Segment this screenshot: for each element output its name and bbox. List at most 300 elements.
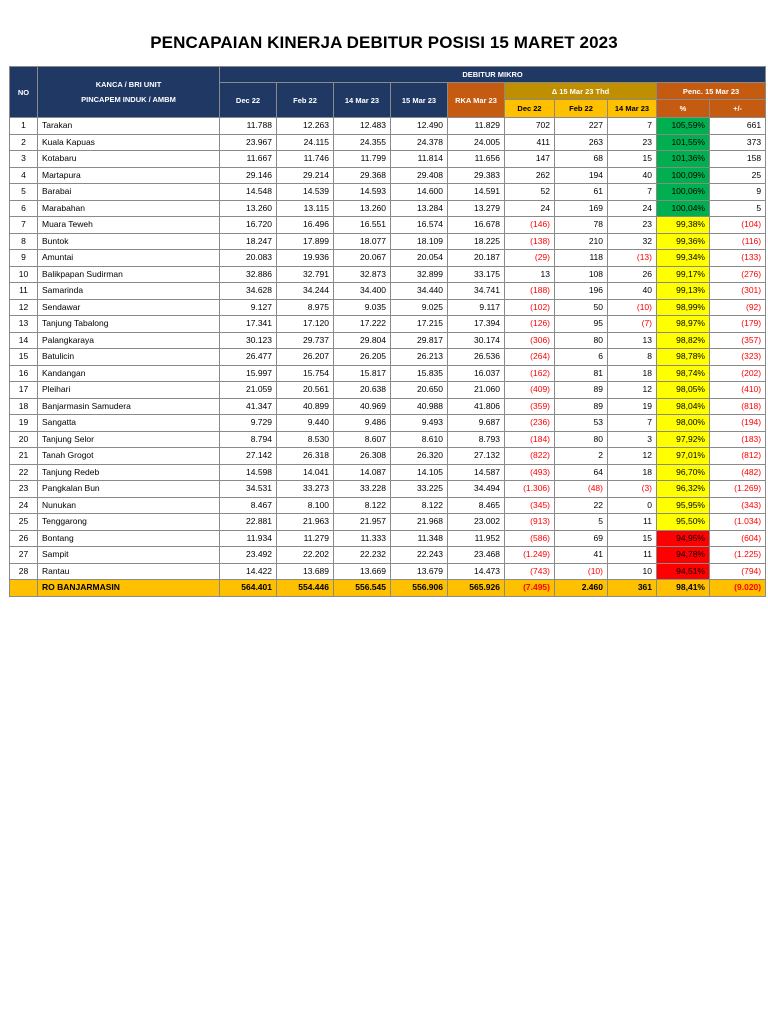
cell-delta-feb22: 69 (555, 530, 608, 547)
cell-no: 11 (10, 283, 38, 300)
cell-delta-dec22: 262 (505, 167, 555, 184)
cell-mar15: 16.574 (391, 217, 448, 234)
cell-delta-dec22: (822) (505, 448, 555, 465)
cell-dec22: 23.492 (220, 547, 277, 564)
header-unit-line1: KANCA / BRI UNIT (95, 80, 162, 89)
cell-mar15: 22.243 (391, 547, 448, 564)
cell-delta-mar14: 10 (608, 563, 657, 580)
table-row (10, 365, 766, 382)
cell-mar15: 11.348 (391, 530, 448, 547)
cell-delta-mar14: 13 (608, 332, 657, 349)
cell-pct: 99,38% (657, 217, 710, 234)
cell-mar15: 14.105 (391, 464, 448, 481)
cell-feb22: 26.318 (277, 448, 334, 465)
cell-plusminus: 5 (710, 200, 766, 217)
cell-mar15: 14.600 (391, 184, 448, 201)
cell-delta-dec22: (102) (505, 299, 555, 316)
cell-delta-feb22: 22 (555, 497, 608, 514)
cell-delta-dec22: (743) (505, 563, 555, 580)
cell-delta-dec22: (138) (505, 233, 555, 250)
cell-mar15: 20.054 (391, 250, 448, 267)
cell-delta-dec22: 24 (505, 200, 555, 217)
cell-pct: 97,01% (657, 448, 710, 465)
cell-delta-dec22: (345) (505, 497, 555, 514)
cell-plusminus: 9 (710, 184, 766, 201)
cell-mar14: 29.804 (334, 332, 391, 349)
cell-no: 10 (10, 266, 38, 283)
table-row (10, 233, 766, 250)
cell-mar14: 20.067 (334, 250, 391, 267)
header-delta-mar14: 14 Mar 23 (608, 100, 657, 118)
header-plusminus: +/- (710, 100, 766, 118)
cell-rka: 33.175 (448, 266, 505, 283)
total-cell-dec22: 564.401 (220, 580, 277, 597)
cell-delta-feb22: 81 (555, 365, 608, 382)
cell-feb22: 11.279 (277, 530, 334, 547)
cell-plusminus: 373 (710, 134, 766, 151)
cell-rka: 9.117 (448, 299, 505, 316)
cell-delta-dec22: 147 (505, 151, 555, 168)
cell-no (10, 580, 38, 597)
total-cell-rka: 565.926 (448, 580, 505, 597)
cell-delta-feb22: 95 (555, 316, 608, 333)
table-row (10, 431, 766, 448)
cell-dec22: 11.788 (220, 118, 277, 135)
cell-delta-mar14: 19 (608, 398, 657, 415)
cell-delta-feb22: 108 (555, 266, 608, 283)
cell-rka: 18.225 (448, 233, 505, 250)
cell-rka: 41.806 (448, 398, 505, 415)
cell-dec22: 9.729 (220, 415, 277, 432)
cell-dec22: 34.531 (220, 481, 277, 498)
cell-mar15: 26.213 (391, 349, 448, 366)
cell-unit-name: Amuntai (38, 250, 220, 267)
total-cell-mar14: 556.545 (334, 580, 391, 597)
cell-rka: 20.187 (448, 250, 505, 267)
cell-rka: 8.793 (448, 431, 505, 448)
table-row (10, 134, 766, 151)
table-row (10, 398, 766, 415)
cell-mar14: 12.483 (334, 118, 391, 135)
cell-mar14: 9.486 (334, 415, 391, 432)
cell-no: 1 (10, 118, 38, 135)
cell-mar15: 21.968 (391, 514, 448, 531)
cell-pct: 99,36% (657, 233, 710, 250)
cell-dec22: 23.967 (220, 134, 277, 151)
cell-dec22: 32.886 (220, 266, 277, 283)
cell-delta-feb22: 80 (555, 431, 608, 448)
cell-feb22: 17.899 (277, 233, 334, 250)
cell-mar14: 26.205 (334, 349, 391, 366)
cell-unit-name: Sendawar (38, 299, 220, 316)
cell-dec22: 13.260 (220, 200, 277, 217)
cell-mar14: 13.669 (334, 563, 391, 580)
cell-no: 5 (10, 184, 38, 201)
cell-mar14: 21.957 (334, 514, 391, 531)
cell-delta-mar14: 32 (608, 233, 657, 250)
header-feb22: Feb 22 (277, 83, 334, 118)
table-row (10, 200, 766, 217)
cell-rka: 14.473 (448, 563, 505, 580)
cell-plusminus: 158 (710, 151, 766, 168)
cell-feb22: 13.689 (277, 563, 334, 580)
cell-delta-feb22: 196 (555, 283, 608, 300)
cell-delta-mar14: 40 (608, 167, 657, 184)
cell-mar14: 9.035 (334, 299, 391, 316)
cell-unit-name: Pangkalan Bun (38, 481, 220, 498)
header-dec22: Dec 22 (220, 83, 277, 118)
cell-delta-feb22: 2 (555, 448, 608, 465)
cell-dec22: 11.667 (220, 151, 277, 168)
cell-pct: 98,00% (657, 415, 710, 432)
cell-delta-feb22: (48) (555, 481, 608, 498)
cell-plusminus: 661 (710, 118, 766, 135)
table-row (10, 167, 766, 184)
cell-delta-mar14: (10) (608, 299, 657, 316)
table-row (10, 118, 766, 135)
cell-mar14: 8.607 (334, 431, 391, 448)
cell-feb22: 9.440 (277, 415, 334, 432)
total-cell-pct: 98,41% (657, 580, 710, 597)
cell-feb22: 19.936 (277, 250, 334, 267)
cell-pct: 98,82% (657, 332, 710, 349)
cell-delta-dec22: (1.249) (505, 547, 555, 564)
cell-mar15: 9.025 (391, 299, 448, 316)
header-unit (38, 67, 220, 118)
cell-mar15: 18.109 (391, 233, 448, 250)
cell-plusminus: (812) (710, 448, 766, 465)
cell-feb22: 40.899 (277, 398, 334, 415)
cell-pct: 94,78% (657, 547, 710, 564)
cell-no: 21 (10, 448, 38, 465)
cell-dec22: 8.794 (220, 431, 277, 448)
cell-dec22: 9.127 (220, 299, 277, 316)
cell-unit-name: Buntok (38, 233, 220, 250)
cell-rka: 26.536 (448, 349, 505, 366)
cell-mar14: 22.232 (334, 547, 391, 564)
cell-no: 6 (10, 200, 38, 217)
cell-delta-dec22: 13 (505, 266, 555, 283)
cell-dec22: 34.628 (220, 283, 277, 300)
cell-unit-name: Kandangan (38, 365, 220, 382)
table-row (10, 497, 766, 514)
cell-delta-dec22: (264) (505, 349, 555, 366)
cell-delta-dec22: (126) (505, 316, 555, 333)
header-no: NO (10, 67, 38, 118)
cell-rka: 16.678 (448, 217, 505, 234)
cell-dec22: 21.059 (220, 382, 277, 399)
cell-delta-feb22: 80 (555, 332, 608, 349)
cell-unit-name: Sampit (38, 547, 220, 564)
cell-feb22: 22.202 (277, 547, 334, 564)
cell-delta-feb22: 68 (555, 151, 608, 168)
cell-delta-mar14: 15 (608, 530, 657, 547)
cell-unit-name: Tanah Grogot (38, 448, 220, 465)
cell-delta-dec22: 52 (505, 184, 555, 201)
cell-unit-name: Marabahan (38, 200, 220, 217)
cell-mar14: 13.260 (334, 200, 391, 217)
cell-pct: 96,32% (657, 481, 710, 498)
cell-unit-name: Tanjung Redeb (38, 464, 220, 481)
cell-mar14: 16.551 (334, 217, 391, 234)
cell-no: 9 (10, 250, 38, 267)
cell-plusminus: (1.034) (710, 514, 766, 531)
cell-delta-mar14: (13) (608, 250, 657, 267)
cell-feb22: 8.100 (277, 497, 334, 514)
cell-unit-name: Tanjung Selor (38, 431, 220, 448)
cell-dec22: 15.997 (220, 365, 277, 382)
cell-unit-name: Muara Teweh (38, 217, 220, 234)
cell-plusminus: (482) (710, 464, 766, 481)
cell-mar15: 24.378 (391, 134, 448, 151)
cell-plusminus: (133) (710, 250, 766, 267)
cell-delta-dec22: (188) (505, 283, 555, 300)
cell-plusminus: (301) (710, 283, 766, 300)
total-cell-plusminus: (9.020) (710, 580, 766, 597)
cell-plusminus: 25 (710, 167, 766, 184)
cell-pct: 98,99% (657, 299, 710, 316)
cell-feb22: 15.754 (277, 365, 334, 382)
cell-rka: 14.587 (448, 464, 505, 481)
cell-delta-mar14: 11 (608, 514, 657, 531)
cell-delta-feb22: 89 (555, 382, 608, 399)
cell-no: 3 (10, 151, 38, 168)
cell-mar15: 17.215 (391, 316, 448, 333)
cell-delta-dec22: (493) (505, 464, 555, 481)
cell-feb22: 14.041 (277, 464, 334, 481)
cell-mar15: 26.320 (391, 448, 448, 465)
cell-delta-mar14: 7 (608, 415, 657, 432)
cell-dec22: 14.422 (220, 563, 277, 580)
cell-feb22: 29.737 (277, 332, 334, 349)
cell-delta-feb22: 89 (555, 398, 608, 415)
cell-pct: 95,95% (657, 497, 710, 514)
cell-rka: 11.829 (448, 118, 505, 135)
cell-no: 7 (10, 217, 38, 234)
cell-unit-name: Samarinda (38, 283, 220, 300)
cell-pct: 99,34% (657, 250, 710, 267)
cell-dec22: 17.341 (220, 316, 277, 333)
cell-delta-mar14: 40 (608, 283, 657, 300)
cell-delta-mar14: 24 (608, 200, 657, 217)
cell-no: 2 (10, 134, 38, 151)
table-row (10, 299, 766, 316)
cell-no: 23 (10, 481, 38, 498)
cell-plusminus: (357) (710, 332, 766, 349)
cell-mar14: 15.817 (334, 365, 391, 382)
cell-delta-mar14: 18 (608, 464, 657, 481)
cell-dec22: 26.477 (220, 349, 277, 366)
cell-dec22: 8.467 (220, 497, 277, 514)
cell-mar14: 33.228 (334, 481, 391, 498)
total-cell-delta-mar14: 361 (608, 580, 657, 597)
cell-feb22: 32.791 (277, 266, 334, 283)
table-row (10, 266, 766, 283)
cell-pct: 99,13% (657, 283, 710, 300)
cell-pct: 100,09% (657, 167, 710, 184)
cell-mar14: 17.222 (334, 316, 391, 333)
cell-pct: 98,05% (657, 382, 710, 399)
cell-dec22: 41.347 (220, 398, 277, 415)
cell-unit-name: Tarakan (38, 118, 220, 135)
cell-delta-dec22: (586) (505, 530, 555, 547)
table-row (10, 332, 766, 349)
cell-delta-dec22: (1.306) (505, 481, 555, 498)
cell-plusminus: (1.225) (710, 547, 766, 564)
cell-mar14: 14.087 (334, 464, 391, 481)
table-row (10, 283, 766, 300)
cell-no: 28 (10, 563, 38, 580)
cell-rka: 13.279 (448, 200, 505, 217)
cell-dec22: 29.146 (220, 167, 277, 184)
cell-delta-dec22: (913) (505, 514, 555, 531)
table-row (10, 481, 766, 498)
cell-plusminus: (276) (710, 266, 766, 283)
cell-feb22: 21.963 (277, 514, 334, 531)
table-row (10, 250, 766, 267)
total-row (10, 580, 766, 597)
cell-pct: 101,36% (657, 151, 710, 168)
cell-unit-name: Kotabaru (38, 151, 220, 168)
cell-feb22: 20.561 (277, 382, 334, 399)
cell-unit-name: Tenggarong (38, 514, 220, 531)
cell-unit-name: Pleihari (38, 382, 220, 399)
table-row (10, 151, 766, 168)
cell-mar14: 18.077 (334, 233, 391, 250)
cell-dec22: 22.881 (220, 514, 277, 531)
total-cell-unit-name: RO BANJARMASIN (38, 580, 220, 597)
cell-delta-mar14: (7) (608, 316, 657, 333)
cell-rka: 11.656 (448, 151, 505, 168)
cell-mar15: 32.899 (391, 266, 448, 283)
header-delta-dec22: Dec 22 (505, 100, 555, 118)
total-cell-delta-dec22: (7.495) (505, 580, 555, 597)
total-cell-mar15: 556.906 (391, 580, 448, 597)
cell-delta-mar14: 7 (608, 118, 657, 135)
cell-pct: 100,06% (657, 184, 710, 201)
cell-no: 20 (10, 431, 38, 448)
cell-delta-mar14: 12 (608, 382, 657, 399)
cell-rka: 29.383 (448, 167, 505, 184)
table-row (10, 349, 766, 366)
cell-mar14: 20.638 (334, 382, 391, 399)
cell-mar15: 12.490 (391, 118, 448, 135)
cell-pct: 99,17% (657, 266, 710, 283)
cell-rka: 23.468 (448, 547, 505, 564)
header-mar14: 14 Mar 23 (334, 83, 391, 118)
cell-delta-feb22: 50 (555, 299, 608, 316)
cell-dec22: 27.142 (220, 448, 277, 465)
page-title: PENCAPAIAN KINERJA DEBITUR POSISI 15 MARET 2023 (150, 33, 618, 52)
cell-plusminus: (183) (710, 431, 766, 448)
cell-plusminus: (179) (710, 316, 766, 333)
table-row (10, 563, 766, 580)
cell-plusminus: (323) (710, 349, 766, 366)
cell-delta-dec22: 411 (505, 134, 555, 151)
cell-mar14: 11.799 (334, 151, 391, 168)
cell-delta-dec22: (236) (505, 415, 555, 432)
cell-feb22: 33.273 (277, 481, 334, 498)
cell-delta-dec22: (146) (505, 217, 555, 234)
cell-feb22: 8.530 (277, 431, 334, 448)
cell-dec22: 18.247 (220, 233, 277, 250)
total-cell-delta-feb22: 2.460 (555, 580, 608, 597)
cell-pct: 101,55% (657, 134, 710, 151)
cell-feb22: 16.496 (277, 217, 334, 234)
cell-unit-name: Barabai (38, 184, 220, 201)
cell-mar14: 24.355 (334, 134, 391, 151)
cell-feb22: 24.115 (277, 134, 334, 151)
cell-no: 25 (10, 514, 38, 531)
cell-unit-name: Bontang (38, 530, 220, 547)
cell-mar15: 34.440 (391, 283, 448, 300)
cell-rka: 14.591 (448, 184, 505, 201)
cell-no: 22 (10, 464, 38, 481)
cell-unit-name: Banjarmasin Samudera (38, 398, 220, 415)
cell-mar15: 33.225 (391, 481, 448, 498)
cell-plusminus: (104) (710, 217, 766, 234)
cell-delta-feb22: 41 (555, 547, 608, 564)
header-mar15: 15 Mar 23 (391, 83, 448, 118)
cell-delta-mar14: 8 (608, 349, 657, 366)
cell-feb22: 14.539 (277, 184, 334, 201)
cell-no: 15 (10, 349, 38, 366)
cell-delta-feb22: 6 (555, 349, 608, 366)
table-row (10, 530, 766, 547)
cell-mar15: 11.814 (391, 151, 448, 168)
cell-dec22: 30.123 (220, 332, 277, 349)
cell-delta-feb22: 210 (555, 233, 608, 250)
cell-delta-feb22: 118 (555, 250, 608, 267)
cell-pct: 105,59% (657, 118, 710, 135)
cell-mar14: 34.400 (334, 283, 391, 300)
header-pct: % (657, 100, 710, 118)
cell-mar15: 13.679 (391, 563, 448, 580)
cell-delta-feb22: 64 (555, 464, 608, 481)
cell-mar15: 40.988 (391, 398, 448, 415)
cell-mar15: 8.610 (391, 431, 448, 448)
cell-feb22: 26.207 (277, 349, 334, 366)
cell-mar14: 14.593 (334, 184, 391, 201)
cell-rka: 16.037 (448, 365, 505, 382)
total-cell-feb22: 554.446 (277, 580, 334, 597)
cell-delta-mar14: 3 (608, 431, 657, 448)
cell-delta-mar14: 23 (608, 134, 657, 151)
cell-unit-name: Balikpapan Sudirman (38, 266, 220, 283)
cell-pct: 94,95% (657, 530, 710, 547)
cell-dec22: 14.548 (220, 184, 277, 201)
cell-feb22: 13.115 (277, 200, 334, 217)
cell-delta-mar14: 18 (608, 365, 657, 382)
cell-no: 17 (10, 382, 38, 399)
table-row (10, 547, 766, 564)
table-row (10, 514, 766, 531)
cell-delta-mar14: 23 (608, 217, 657, 234)
cell-rka: 27.132 (448, 448, 505, 465)
cell-unit-name: Tanjung Tabalong (38, 316, 220, 333)
cell-plusminus: (818) (710, 398, 766, 415)
cell-plusminus: (194) (710, 415, 766, 432)
cell-rka: 23.002 (448, 514, 505, 531)
header-delta-group: Δ 15 Mar 23 Thd (505, 83, 657, 100)
cell-unit-name: Martapura (38, 167, 220, 184)
cell-rka: 34.741 (448, 283, 505, 300)
cell-mar15: 29.817 (391, 332, 448, 349)
cell-mar14: 26.308 (334, 448, 391, 465)
cell-pct: 97,92% (657, 431, 710, 448)
cell-no: 27 (10, 547, 38, 564)
cell-rka: 21.060 (448, 382, 505, 399)
